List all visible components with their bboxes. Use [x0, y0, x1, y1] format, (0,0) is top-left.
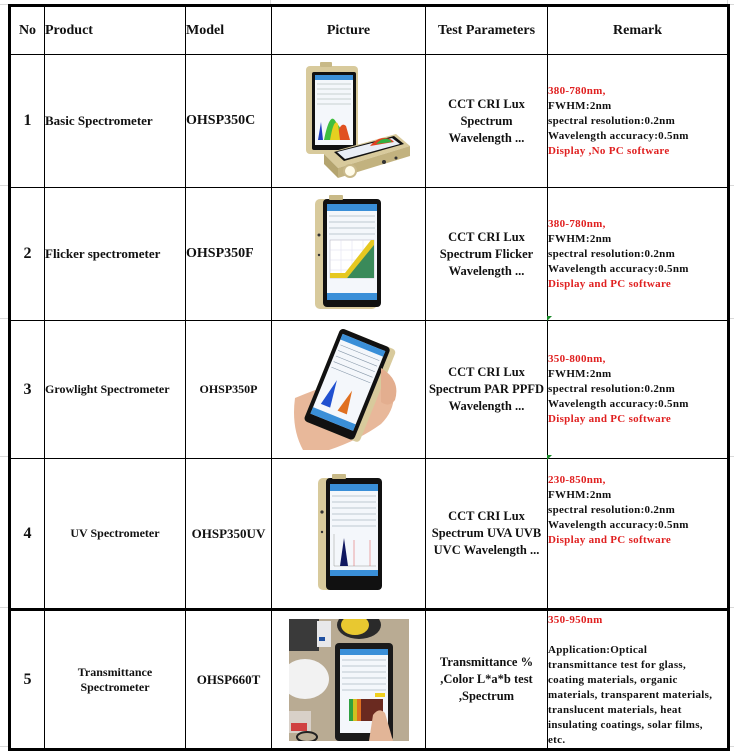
header-test-parameters: Test Parameters — [426, 6, 548, 55]
remark — [548, 610, 729, 750]
header-product: Product — [45, 6, 186, 55]
software-note: Display ,No PC software — [548, 144, 670, 157]
header-model: Model — [186, 6, 272, 55]
cell-comment-indicator — [547, 455, 552, 460]
wavelength-accuracy: Wavelength accuracy:0.5nm — [548, 129, 689, 142]
header-no: No — [10, 6, 45, 55]
remark — [548, 55, 729, 188]
wavelength-accuracy: Wavelength accuracy:0.5nm — [548, 519, 689, 531]
model-code: OHSP350UV — [186, 459, 272, 610]
remark — [548, 188, 729, 321]
wavelength-range: 380-780nm, — [548, 84, 606, 97]
row-number: 2 — [10, 188, 45, 321]
handheld-growlight-spectrometer-image — [272, 328, 425, 452]
picture-cell — [272, 610, 426, 750]
application-line: translucent materials, heat — [548, 704, 682, 716]
model-code: OHSP350P — [186, 321, 272, 459]
table-row — [10, 610, 729, 750]
fwhm: FWHM:2nm — [548, 368, 612, 380]
picture-cell — [272, 55, 426, 188]
spectral-resolution: spectral resolution:0.2nm — [548, 383, 676, 395]
application-line: insulating coatings, solar films, — [548, 719, 703, 731]
wavelength-range: 230-850nm, — [548, 474, 606, 486]
fwhm: FWHM:2nm — [548, 232, 612, 245]
application-line: coating materials, organic — [548, 674, 678, 686]
table-row — [10, 55, 729, 188]
model-code: OHSP350F — [186, 188, 272, 321]
cell-comment-indicator — [547, 316, 552, 321]
model-code: OHSP350C — [186, 55, 272, 188]
application-line: Application:Optical — [548, 644, 648, 656]
software-note: Display and PC software — [548, 534, 672, 546]
spectral-resolution: spectral resolution:0.2nm — [548, 247, 676, 260]
product-name: Flicker spectrometer — [45, 188, 186, 321]
software-note: Display and PC software — [548, 413, 672, 425]
row-number: 4 — [10, 459, 45, 610]
fwhm: FWHM:2nm — [548, 489, 612, 501]
table-row — [10, 459, 729, 610]
wavelength-range: 380-780nm, — [548, 217, 606, 230]
transmittance-meter-in-use-photo — [272, 619, 425, 741]
test-parameters: CCT CRI Lux Spectrum PAR PPFD Wavelength ... — [426, 321, 548, 459]
flicker-spectrometer-image — [272, 195, 425, 313]
header-row — [10, 6, 729, 55]
test-parameters: Transmittance % ,Color L*a*b test ,Spectrum — [426, 610, 548, 750]
test-parameters: CCT CRI Lux Spectrum Wavelength ... — [426, 55, 548, 188]
wavelength-range: 350-800nm, — [548, 353, 606, 365]
wavelength-accuracy: Wavelength accuracy:0.5nm — [548, 262, 689, 275]
wavelength-accuracy: Wavelength accuracy:0.5nm — [548, 398, 689, 410]
row-number: 1 — [10, 55, 45, 188]
fwhm: FWHM:2nm — [548, 99, 612, 112]
table-row — [10, 188, 729, 321]
header-remark: Remark — [548, 6, 729, 55]
spectral-resolution: spectral resolution:0.2nm — [548, 114, 676, 127]
software-note: Display and PC software — [548, 277, 672, 290]
wavelength-range: 350-950nm — [548, 614, 603, 626]
application-line: transmittance test for glass, — [548, 659, 687, 671]
application-line: materials, transparent materials, — [548, 689, 713, 701]
application-line: etc. — [548, 734, 566, 746]
test-parameters: CCT CRI Lux Spectrum Flicker Wavelength ... — [426, 188, 548, 321]
remark — [548, 321, 729, 459]
header-picture: Picture — [272, 6, 426, 55]
row-number: 5 — [10, 610, 45, 750]
table-row — [10, 321, 729, 459]
row-number: 3 — [10, 321, 45, 459]
spectral-resolution: spectral resolution:0.2nm — [548, 504, 676, 516]
picture-cell — [272, 321, 426, 459]
remark — [548, 459, 729, 610]
picture-cell — [272, 188, 426, 321]
model-code: OHSP660T — [186, 610, 272, 750]
picture-cell — [272, 459, 426, 610]
product-name: Growlight Spectrometer — [45, 321, 186, 459]
spectrometer-device-pair-image — [272, 62, 425, 180]
product-name: Transmittance Spectrometer — [45, 610, 186, 750]
uv-spectrometer-image — [272, 474, 425, 594]
product-name: UV Spectrometer — [45, 459, 186, 610]
product-comparison-table — [8, 4, 730, 751]
product-name: Basic Spectrometer — [45, 55, 186, 188]
test-parameters: CCT CRI Lux Spectrum UVA UVB UVC Wavelength ... — [426, 459, 548, 610]
